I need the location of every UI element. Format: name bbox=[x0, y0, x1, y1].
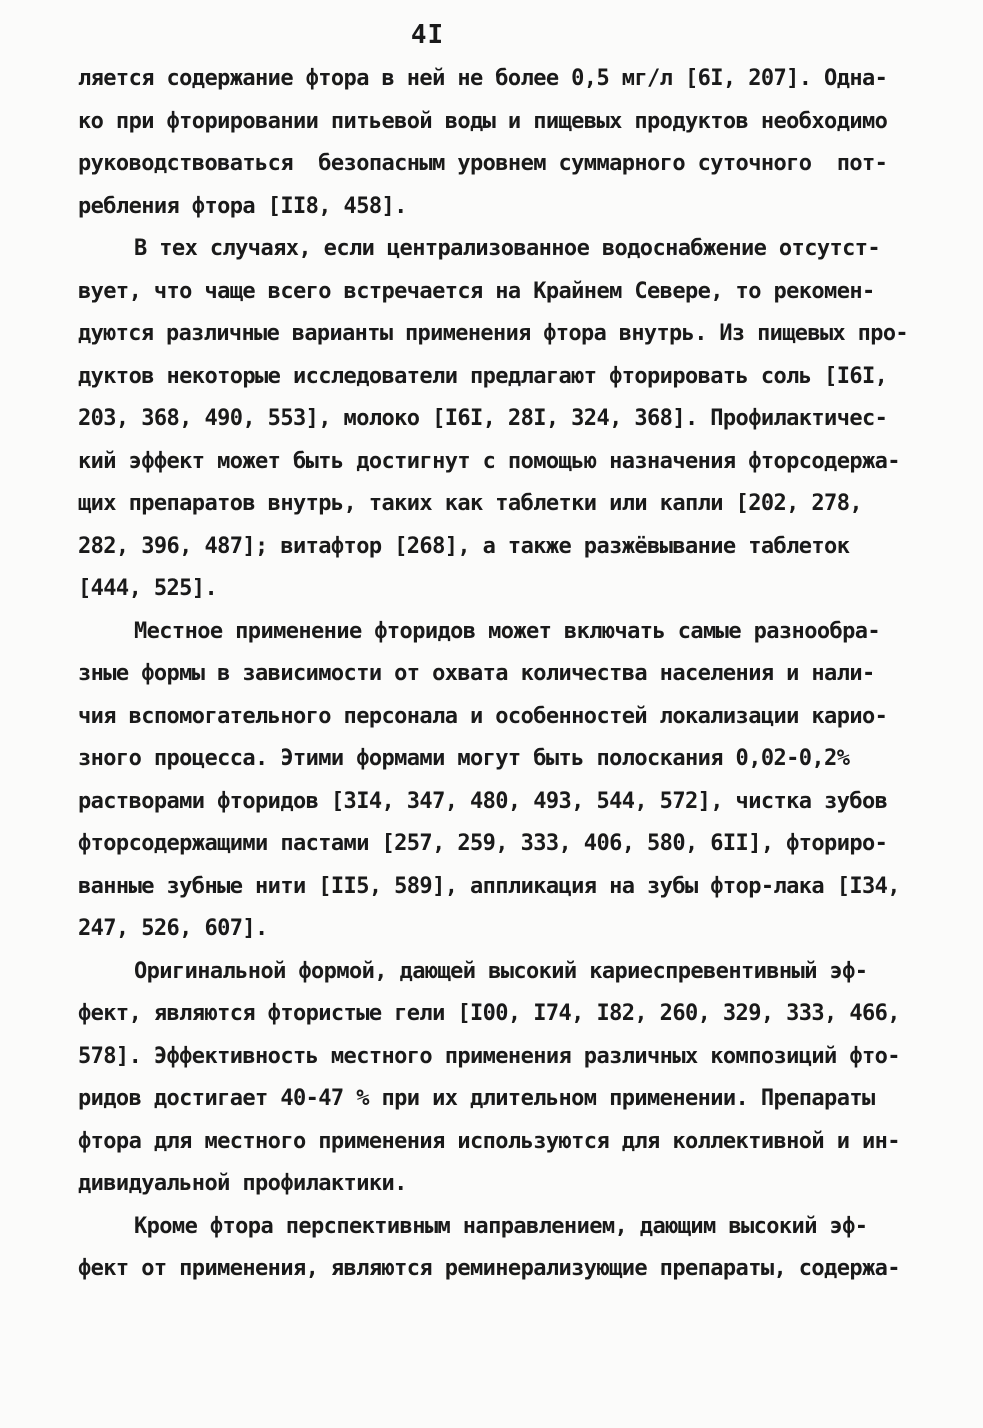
text-line: зные формы в зависимости от охвата количества населения и нали- bbox=[78, 661, 875, 686]
body-text bbox=[78, 58, 908, 1291]
text-line: кий эффект может быть достигнут с помощью назначения фторсодержа- bbox=[78, 448, 900, 474]
text-line: 203, 368, 490, 553], молоко [I6I, 28I, 324, 368]. Профилактичес- bbox=[78, 406, 888, 431]
text-line: [444, 525]. bbox=[78, 576, 218, 601]
text-line: зного процесса. Этими формами могут быть полоскания 0,02-0,2% bbox=[78, 746, 850, 771]
text-line: вует, что чаще всего встречается на Крайнем Севере, то рекомен- bbox=[78, 278, 875, 304]
text-line: дивидуальной профилактики. bbox=[78, 1171, 407, 1196]
text-line: растворами фторидов [3I4, 347, 480, 493, 544, 572], чистка зубов bbox=[78, 788, 888, 814]
text-line: фект от применения, являются реминерализующие препараты, содержа- bbox=[78, 1256, 900, 1281]
text-line: ванные зубные нити [II5, 589], аппликация на зубы фтор-лака [I34, bbox=[78, 873, 900, 899]
text-line: ребления фтора [II8, 458]. bbox=[78, 193, 407, 219]
text-line: щих препаратов внутрь, таких как таблетки или капли [202, 278, bbox=[78, 491, 862, 516]
text-line: Кроме фтора перспективным направлением, дающим высокий эф- bbox=[134, 1213, 868, 1239]
text-line: Местное применение фторидов может включать самые разнообра- bbox=[134, 618, 881, 644]
text-line: фторсодержащими пастами [257, 259, 333, 406, 580, 6II], фториро- bbox=[78, 831, 888, 856]
text-line: дуются различные варианты применения фтора внутрь. Из пищевых про- bbox=[78, 321, 909, 346]
text-line: дуктов некоторые исследователи предлагают фторировать соль [I6I, bbox=[78, 363, 888, 389]
text-line: Оригинальной формой, дающей высокий кариеспревентивный эф- bbox=[134, 958, 868, 984]
text-line: чия вспомогательного персонала и особенностей локализации карио- bbox=[78, 703, 888, 729]
text-line: фтора для местного применения используются для коллективной и ин- bbox=[78, 1128, 900, 1154]
text-line: 282, 396, 487]; витафтор [268], а также разжёвывание таблеток bbox=[78, 533, 850, 559]
text-line: 247, 526, 607]. bbox=[78, 916, 268, 941]
text-line: руководствоваться безопасным уровнем суммарного суточного пот- bbox=[78, 151, 888, 176]
text-line: ридов достигает 40-47 % при их длительном применении. Препараты bbox=[78, 1086, 875, 1111]
text-line: ляется содержание фтора в ней не более 0,5 мг/л [6I, 207]. Одна- bbox=[78, 66, 888, 91]
text-line: В тех случаях, если централизованное водоснабжение отсутст- bbox=[134, 236, 881, 261]
page-number: 4I bbox=[410, 20, 445, 50]
text-line: фект, являются фтористые гели [I00, I74, I82, 260, 329, 333, 466, bbox=[78, 1001, 900, 1026]
text-line: ко при фторировании питьевой воды и пищевых продуктов необходимо bbox=[78, 108, 888, 134]
text-line: 578]. Эффективность местного применения различных композиций фто- bbox=[78, 1043, 900, 1069]
